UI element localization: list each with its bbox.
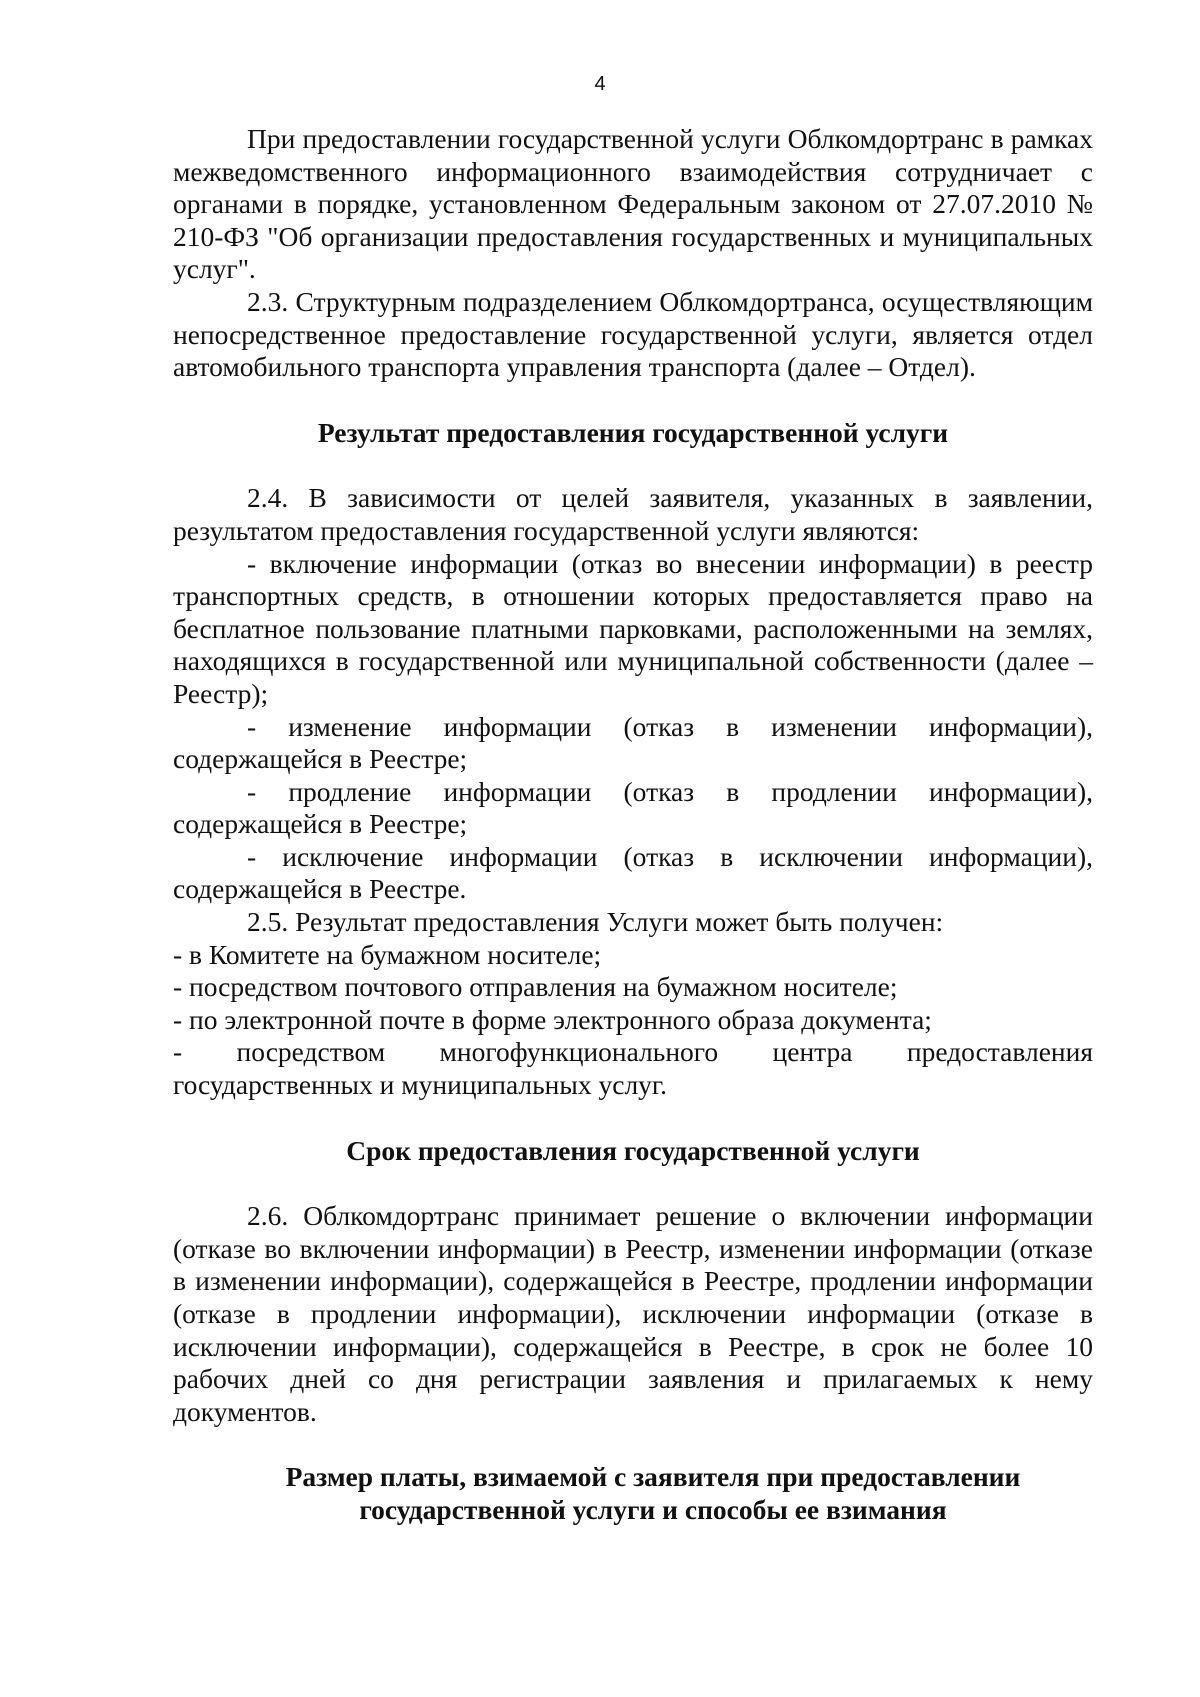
paragraph-2-4: 2.4. В зависимости от целей заявителя, указанных в заявлении, результатом предоставления государственной услуги являются: bbox=[173, 482, 1093, 546]
paragraph-2-6: 2.6. Облкомдортранс принимает решение о включении информации (отказе во включении информации) в Реестр, изменении информации (отказе в изменении информации), содержащейся в Реестре, продлении информации (отказе в продлении информации), исключении информации (отказе в исключении информации), содержащейся в Реестре, в срок не более 10 рабочих дней со дня регистрации заявления и прилагаемых к нему документов. bbox=[173, 1200, 1093, 1427]
list-item-mail: - посредством почтового отправления на бумажном носителе; bbox=[173, 971, 898, 1003]
paragraph-2-3: 2.3. Структурным подразделением Облкомдортранса, осуществляющим непосредственное предоставление государственной услуги, является отдел автомобильного транспорта управления транспорта (далее – Отдел). bbox=[173, 285, 1093, 383]
list-item-inclusion: - включение информации (отказ во внесении информации) в реестр транспортных средств, в отношении которых предоставляется право на бесплатное пользование платными парковками, расположенными на землях, находящихся в государственной или муниципальной собственности (далее – Реестр); bbox=[173, 547, 1093, 709]
paragraph-2-5: 2.5. Результат предоставления Услуги может быть получен: bbox=[247, 906, 944, 938]
heading-fee bbox=[173, 1461, 1093, 1526]
heading-fee-line-2: государственной услуги и способы ее взимания bbox=[359, 1493, 947, 1525]
page-number: 4 bbox=[594, 73, 606, 95]
list-item-extension: - продление информации (отказ в продлении информации), содержащейся в Реестре; bbox=[173, 775, 1093, 840]
list-item-change: - изменение информации (отказ в изменении информации), содержащейся в Реестре; bbox=[173, 710, 1093, 775]
list-item-email: - по электронной почте в форме электронного образа документа; bbox=[173, 1003, 932, 1035]
list-item-exclusion: - исключение информации (отказ в исключении информации), содержащейся в Реестре. bbox=[173, 840, 1093, 905]
list-item-committee: - в Комитете на бумажном носителе; bbox=[173, 938, 602, 970]
heading-term: Срок предоставления государственной услуги bbox=[346, 1134, 920, 1166]
document-body bbox=[173, 123, 1093, 1527]
heading-result: Результат предоставления государственной услуги bbox=[317, 416, 949, 448]
list-item-mfc: - посредством многофункционального центра предоставления государственных и муниципальных услуг. bbox=[173, 1036, 1093, 1101]
paragraph-interagency: При предоставлении государственной услуги Облкомдортранс в рамках межведомственного информационного взаимодействия сотрудничает с органами в порядке, установленном Федеральным законом от 27.07.2010 № 210-ФЗ "Об организации предоставления государственных и муниципальных услуг". bbox=[173, 123, 1093, 285]
heading-fee-line-1: Размер платы, взимаемой с заявителя при предоставлении bbox=[285, 1461, 1021, 1493]
